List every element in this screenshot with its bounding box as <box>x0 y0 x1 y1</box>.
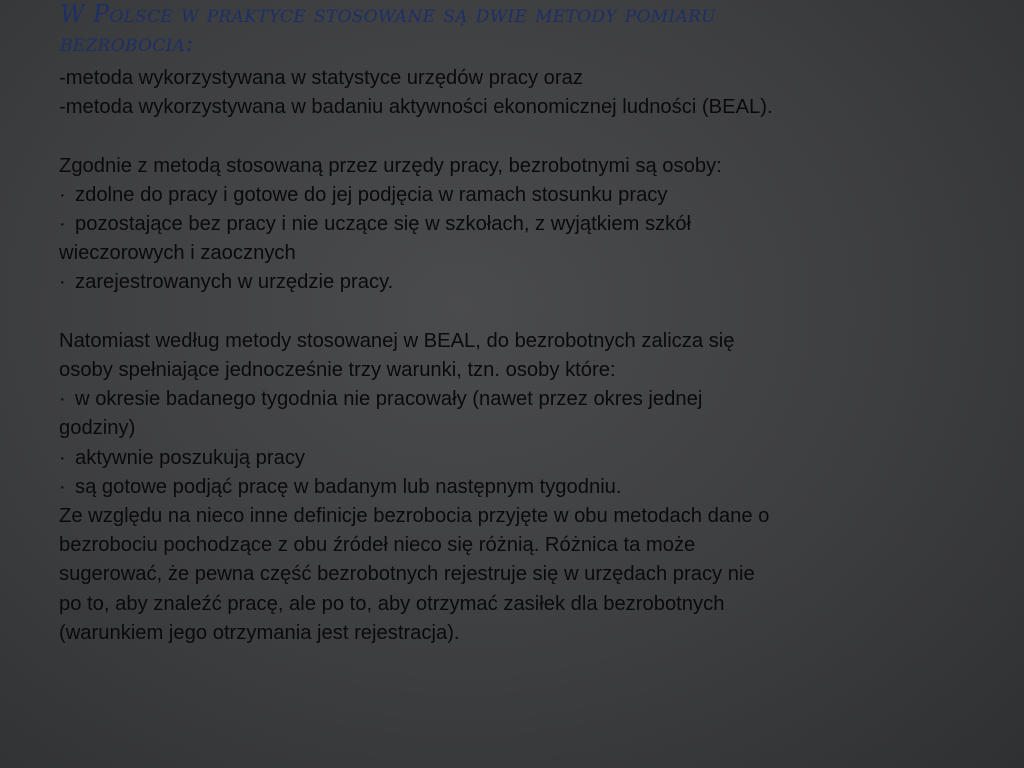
intro-line-1: -metoda wykorzystywana w statystyce urzędów pracy oraz <box>59 67 583 89</box>
title-line-2: bezrobocia: <box>60 29 194 57</box>
bullet-icon: · <box>59 446 66 469</box>
bullet-icon: · <box>59 213 66 235</box>
spacer <box>59 298 979 327</box>
conclusion-line-1: Ze względu na nieco inne definicje bezrobocia przyjęte w obu metodach dane o <box>59 505 770 528</box>
section2-heading-line-1: Natomiast według metody stosowanej w BEAL, do bezrobotnych zalicza się <box>59 329 735 352</box>
section1-bullet-2 <box>59 210 979 239</box>
bullet-icon: · <box>59 183 66 206</box>
conclusion-line-5: (warunkiem jego otrzymania jest rejestracja). <box>59 621 460 644</box>
section1-bullet-3 <box>59 268 979 297</box>
bullet-icon: · <box>59 388 66 411</box>
bullet-text: zdolne do pracy i gotowe do jej podjęcia w ramach stosunku pracy <box>75 183 668 206</box>
intro-line-2: -metoda wykorzystywana w badaniu aktywności ekonomicznej ludności (BEAL). <box>59 96 773 119</box>
spacer <box>59 122 979 151</box>
bullet-icon: · <box>59 271 66 294</box>
section1-heading: Zgodnie z metodą stosowaną przez urzędy pracy, bezrobotnymi są osoby: <box>59 154 722 177</box>
section2-bullet-2 <box>59 444 979 473</box>
section1-bullet-2-cont: wieczorowych i zaocznych <box>59 242 296 265</box>
conclusion-line-2: bezrobociu pochodzące z obu źródeł nieco się różnią. Różnica ta może <box>59 534 696 557</box>
section2-heading-line-2: osoby spełniające jednocześnie trzy warunki, tzn. osoby które: <box>59 359 616 381</box>
bullet-text: aktywnie poszukują pracy <box>75 446 306 469</box>
bullet-text: w okresie badanego tygodnia nie pracowały (nawet przez okres jednej <box>75 388 703 411</box>
slide-title <box>60 0 960 58</box>
section2-bullet-1-cont: godziny) <box>59 417 136 440</box>
conclusion-line-3: sugerować, że pewna część bezrobotnych rejestruje się w urzędach pracy nie <box>59 563 755 586</box>
section2-bullet-1 <box>59 385 979 414</box>
section1-bullet-1 <box>59 181 979 210</box>
slide-body <box>59 64 979 648</box>
bullet-text: zarejestrowanych w urzędzie pracy. <box>75 271 394 294</box>
title-line-1: W Polsce w praktyce stosowane są dwie metody pomiaru <box>60 0 716 28</box>
bullet-text: są gotowe podjąć pracę w badanym lub następnym tygodniu. <box>75 475 622 498</box>
bullet-text: pozostające bez pracy i nie uczące się w szkołach, z wyjątkiem szkół <box>75 213 691 235</box>
section2-bullet-3 <box>59 473 979 502</box>
conclusion-line-4: po to, aby znaleźć pracę, ale po to, aby otrzymać zasiłek dla bezrobotnych <box>59 592 725 615</box>
bullet-icon: · <box>59 475 66 498</box>
